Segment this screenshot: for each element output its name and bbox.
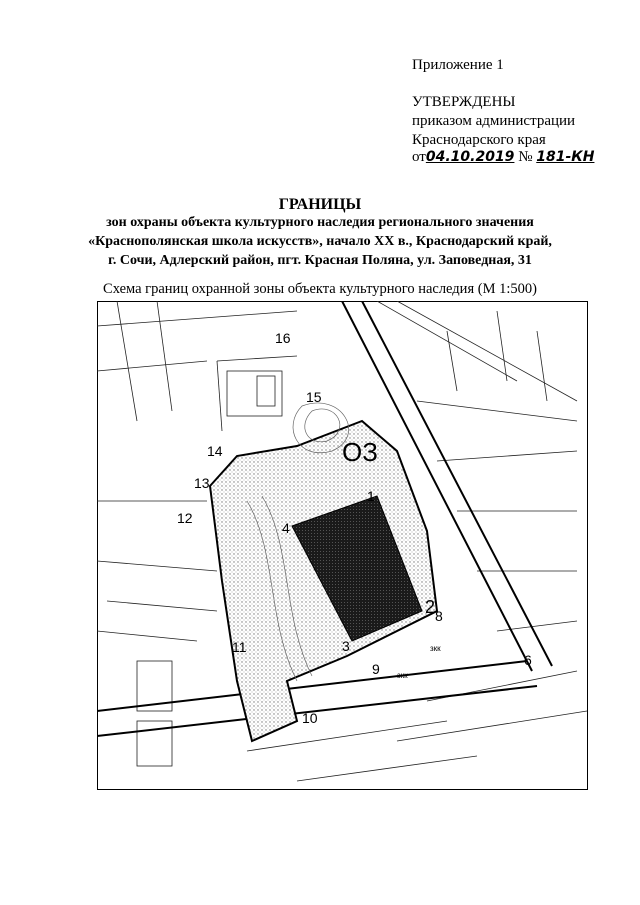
appendix-label: Приложение 1 bbox=[412, 57, 504, 73]
point-label-13: 13 bbox=[194, 475, 210, 491]
boundary-scheme-map bbox=[97, 301, 588, 790]
order-number: 181-КН bbox=[536, 149, 595, 165]
point-label-8: 8 bbox=[435, 608, 443, 624]
point-label-1: 1 bbox=[367, 488, 375, 504]
title-line-1: зон охраны объекта культурного наследия регионального значения bbox=[106, 215, 534, 230]
point-label-6: 6 bbox=[524, 652, 532, 668]
point-label-16: 16 bbox=[275, 330, 291, 346]
point-label-12: 12 bbox=[177, 510, 193, 526]
title-line-2: «Краснополянская школа искусств», начало XX в., Краснодарский край, bbox=[88, 234, 552, 249]
point-label-3: 3 bbox=[342, 638, 350, 654]
document-title: ГРАНИЦЫ bbox=[278, 196, 362, 213]
number-label: № bbox=[518, 149, 533, 165]
zone-label-oz: ОЗ bbox=[342, 437, 378, 467]
street-text-1: зкк bbox=[397, 671, 408, 680]
street-text-2: зкк bbox=[430, 644, 441, 653]
order-date: 04.10.2019 bbox=[425, 149, 515, 165]
scheme-caption: Схема границ охранной зоны объекта культурного наследия (М 1:500) bbox=[103, 281, 537, 297]
title-line-3: г. Сочи, Адлерский район, пгт. Красная Поляна, ул. Заповедная, 31 bbox=[108, 253, 532, 268]
from-label: от bbox=[412, 149, 426, 165]
point-label-10: 10 bbox=[302, 710, 318, 726]
approval-line-1: приказом администрации bbox=[412, 113, 576, 129]
point-label-2: 2 bbox=[425, 597, 436, 617]
approval-heading: УТВЕРЖДЕНЫ bbox=[412, 94, 516, 110]
point-label-9: 9 bbox=[372, 661, 380, 677]
approval-order-line bbox=[412, 147, 594, 168]
approval-line-2: Краснодарского края bbox=[412, 132, 546, 148]
point-label-15: 15 bbox=[306, 389, 322, 405]
point-label-4: 4 bbox=[282, 520, 290, 536]
point-label-14: 14 bbox=[207, 443, 223, 459]
point-label-11: 11 bbox=[232, 639, 247, 655]
